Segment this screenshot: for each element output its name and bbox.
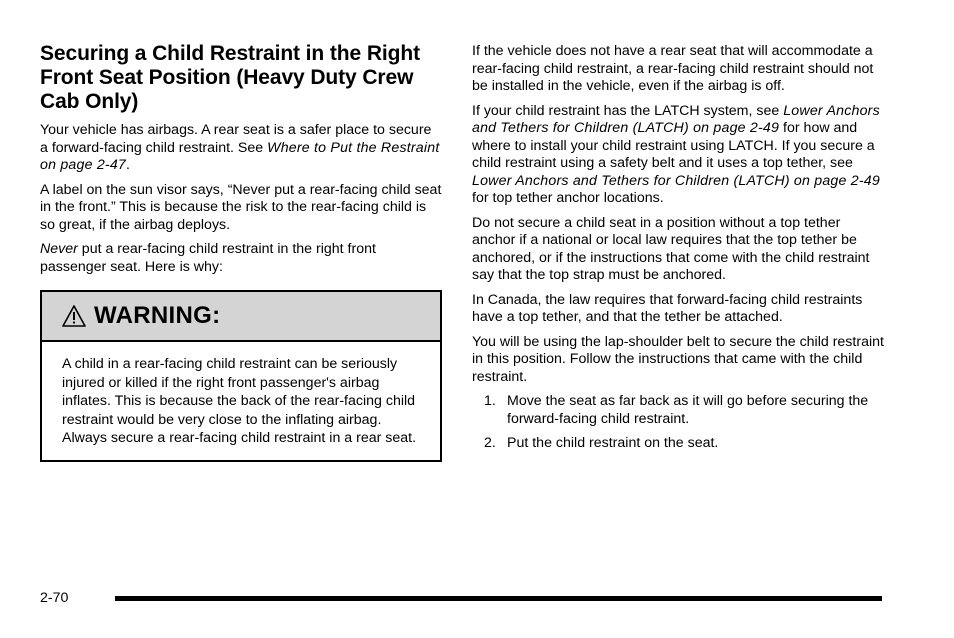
right-column bbox=[472, 43, 884, 460]
list-item bbox=[472, 435, 884, 453]
footer-divider bbox=[115, 596, 882, 601]
paragraph-top-tether: Do not secure a child seat in a position without a top tether anchor if a national or local law requires that the top tether be anchored, or if the instructions that come with the child restraint say that the top strap must be anchored. bbox=[472, 214, 870, 283]
paragraph-latch bbox=[472, 103, 884, 208]
left-column bbox=[40, 42, 442, 462]
paragraph-airbags bbox=[40, 122, 442, 175]
paragraph-lap-shoulder: You will be using the lap-shoulder belt to secure the child restraint in this position. Follow the instructions that came with the child restraint. bbox=[472, 333, 884, 385]
cross-reference-link[interactable]: Lower Anchors and Tethers for Children (LATCH) on page 2-49 bbox=[472, 172, 880, 189]
warning-box bbox=[40, 290, 442, 462]
paragraph-canada: In Canada, the law requires that forward-facing child restraints have a top tether, and that the tether be attached. bbox=[472, 291, 863, 325]
warning-header bbox=[42, 292, 440, 342]
paragraph-text: If your child restraint has the LATCH system, see bbox=[472, 102, 784, 119]
warning-triangle-icon bbox=[62, 304, 86, 328]
list-item bbox=[472, 393, 884, 428]
step-text: Move the seat as far back as it will go before securing the forward-facing child restraint. bbox=[507, 393, 869, 427]
step-number: 2. bbox=[484, 435, 496, 451]
steps-list bbox=[472, 393, 884, 453]
paragraph-text: put a rear-facing child restraint in the right front passenger seat. Here is why: bbox=[40, 241, 376, 275]
paragraph-sun-visor: A label on the sun visor says, “Never put a rear-facing child seat in the front.” This is because the risk to the rear-facing child is so great, if the airbag deploys. bbox=[40, 181, 442, 233]
warning-title: WARNING: bbox=[94, 302, 221, 329]
step-text: Put the child restraint on the seat. bbox=[507, 435, 719, 451]
paragraph-never bbox=[40, 241, 442, 276]
warning-body: A child in a rear-facing child restraint can be seriously injured or killed if the right front passenger's airbag inflates. This is because the back of the rear-facing child restraint would be very close to the inflating airbag. Always secure a rear-facing child restraint in a rear seat. bbox=[62, 356, 417, 446]
emphasis-never: Never bbox=[40, 241, 78, 257]
step-number: 1. bbox=[484, 393, 496, 409]
section-title: Securing a Child Restraint in the Right Front Seat Position (Heavy Duty Crew Cab Only) bbox=[40, 42, 420, 113]
page-number: 2-70 bbox=[40, 590, 69, 606]
paragraph-end: . bbox=[126, 157, 130, 173]
cross-reference-link[interactable]: Lower Anchors and Tethers for Children (LATCH) on page 2-49 bbox=[472, 102, 880, 136]
paragraph-no-rear-seat: If the vehicle does not have a rear seat that will accommodate a rear-facing child restraint, a rear-facing child restraint should not be installed in the vehicle, even if the airbag is off. bbox=[472, 43, 874, 94]
cross-reference-link[interactable]: Where to Put the Restraint on page 2-47 bbox=[40, 139, 440, 173]
paragraph-text: Your vehicle has airbags. A rear seat is a safer place to secure a forward-facing child restraint. See bbox=[40, 122, 432, 156]
paragraph-text: for how and where to install your child restraint using LATCH. If you secure a child restraint using a safety belt and it uses a top tether, see bbox=[472, 120, 875, 171]
paragraph-text: for top tether anchor locations. bbox=[472, 190, 664, 206]
